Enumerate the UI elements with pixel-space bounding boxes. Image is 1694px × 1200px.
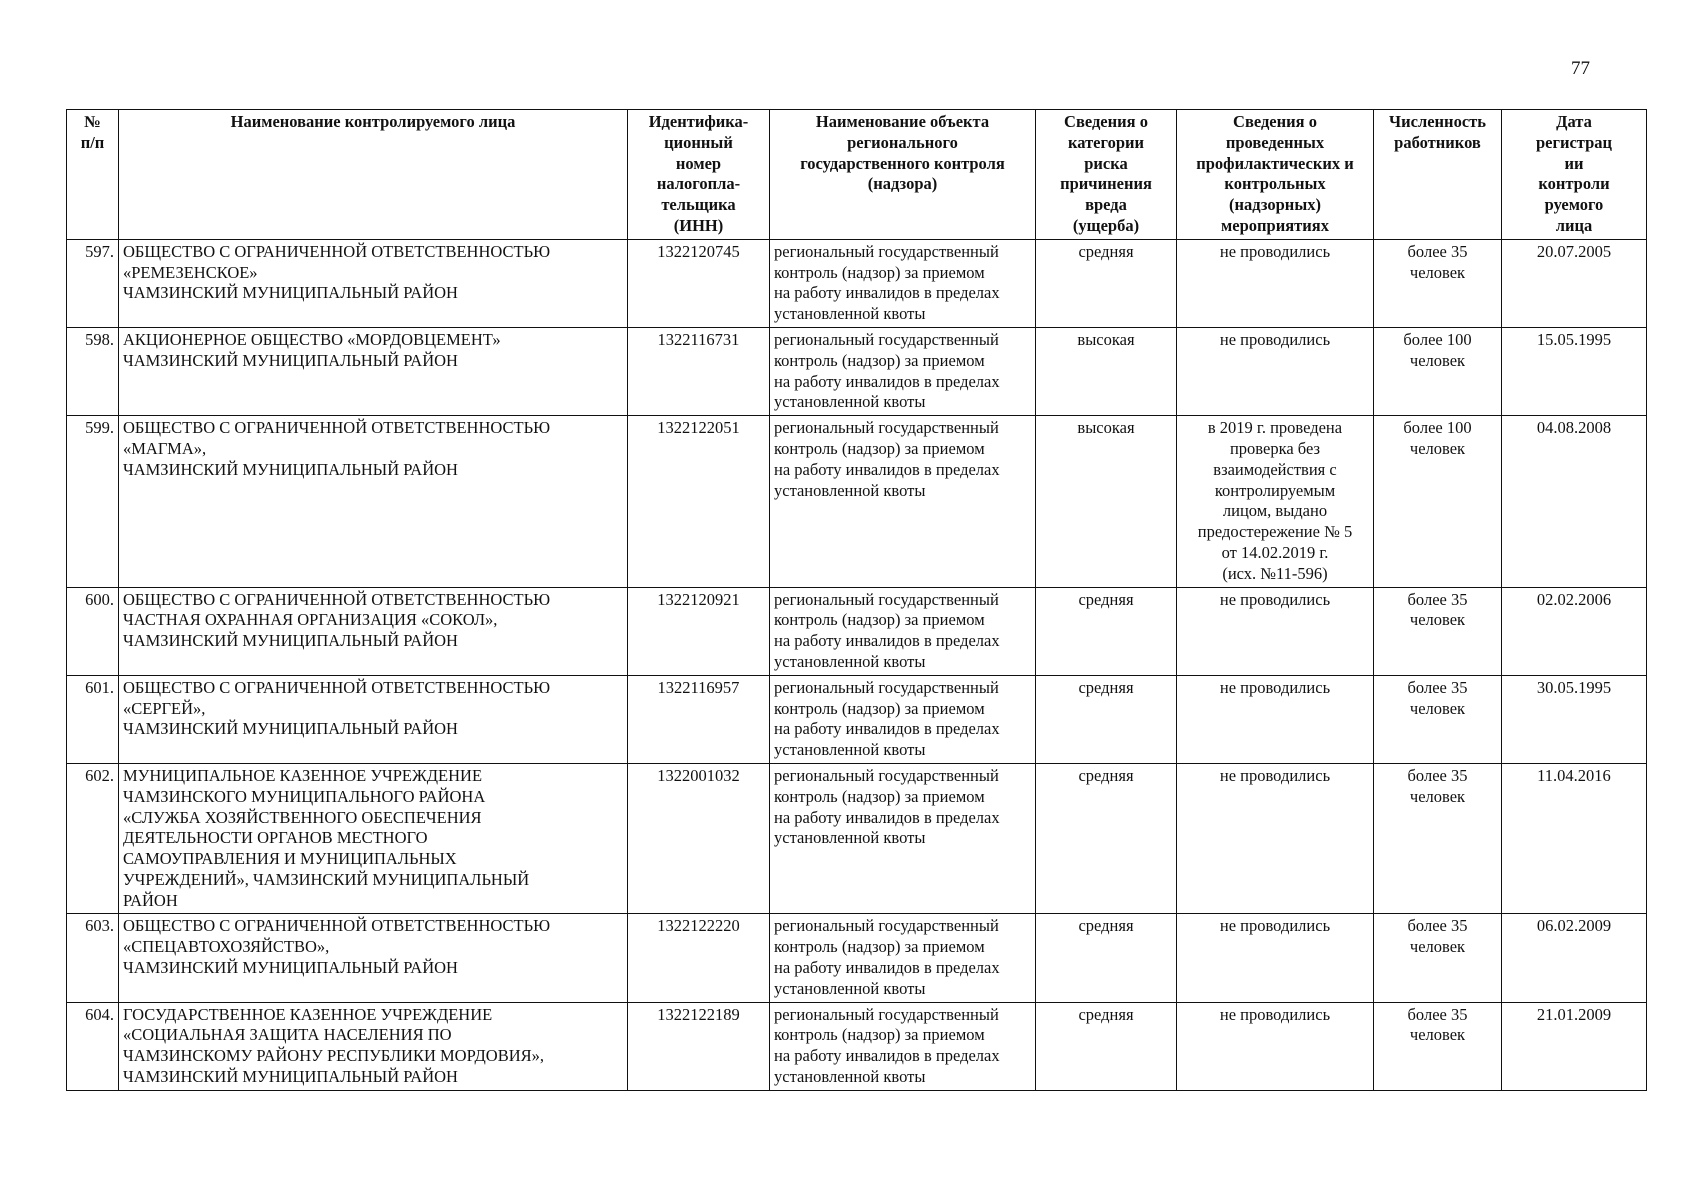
text-line: не проводились <box>1219 916 1331 936</box>
text-line: контрольных <box>1224 174 1326 194</box>
table-row <box>67 239 1647 327</box>
text-line: Численность <box>1389 112 1486 131</box>
text-line: региональный государственный <box>774 418 999 438</box>
text-line: ЧАМЗИНСКИЙ МУНИЦИПАЛЬНЫЙ РАЙОН <box>123 1067 458 1087</box>
text-line: более 35 <box>1407 589 1468 609</box>
text-line: тельщика <box>661 195 736 215</box>
table-row <box>67 587 1647 675</box>
events-info <box>1177 914 1374 1002</box>
text-line: человек <box>1409 698 1466 718</box>
text-line: вреда <box>1085 195 1127 215</box>
text-line: «СПЕЦАВТОХОЗЯЙСТВО», <box>123 937 330 957</box>
text-line: не проводились <box>1219 677 1331 697</box>
text-line: человек <box>1409 262 1466 282</box>
text-line: (исх. №11-596) <box>1222 563 1328 583</box>
text-line: МУНИЦИПАЛЬНОЕ КАЗЕННОЕ УЧРЕЖДЕНИЕ <box>123 765 483 785</box>
risk-category: средняя <box>1036 675 1177 763</box>
text-line: контроль (надзор) за приемом <box>774 350 985 370</box>
table-row <box>67 327 1647 415</box>
text-line: ГОСУДАРСТВЕННОЕ КАЗЕННОЕ УЧРЕЖДЕНИЕ <box>123 1004 493 1024</box>
text-line: САМОУПРАВЛЕНИЯ И МУНИЦИПАЛЬНЫХ <box>123 849 457 869</box>
text-line: налогопла- <box>656 174 741 194</box>
text-line: ЧАМЗИНСКИЙ МУНИЦИПАЛЬНЫЙ РАЙОН <box>123 283 458 303</box>
inn-value: 1322001032 <box>628 763 770 914</box>
events-info <box>1177 763 1374 914</box>
risk-category: средняя <box>1036 239 1177 327</box>
text-line: регистрац <box>1535 132 1613 152</box>
text-line: региональный государственный <box>774 1004 999 1024</box>
control-object <box>770 675 1036 763</box>
text-line: ОБЩЕСТВО С ОГРАНИЧЕННОЙ ОТВЕТСТВЕННОСТЬЮ <box>123 916 551 936</box>
text-line: более 35 <box>1407 1004 1468 1024</box>
text-line: на работу инвалидов в пределах <box>774 631 1000 651</box>
inn-value: 1322120745 <box>628 239 770 327</box>
text-line: ЧАМЗИНСКИЙ МУНИЦИПАЛЬНЫЙ РАЙОН <box>123 719 458 739</box>
text-line: в 2019 г. проведена <box>1207 418 1343 438</box>
text-line: не проводились <box>1219 241 1331 261</box>
risk-category: высокая <box>1036 327 1177 415</box>
text-line: «МАГМА», <box>123 438 207 458</box>
text-line: контролируемым <box>1214 480 1336 500</box>
control-object <box>770 327 1036 415</box>
events-info <box>1177 239 1374 327</box>
text-line: лица <box>1555 215 1593 235</box>
text-line: категории <box>1067 132 1145 152</box>
text-line: установленной квоты <box>774 828 926 848</box>
text-line: проведенных <box>1225 132 1325 152</box>
text-line: региональный государственный <box>774 916 999 936</box>
text-line: «РЕМЕЗЕНСКОЕ» <box>123 262 258 282</box>
text-line: ЧАМЗИНСКОМУ РАЙОНУ РЕСПУБЛИКИ МОРДОВИЯ», <box>123 1046 545 1066</box>
staff-count <box>1374 239 1502 327</box>
text-line: взаимодействия с <box>1213 459 1337 479</box>
header-risk-category <box>1036 110 1177 240</box>
registration-date: 30.05.1995 <box>1502 675 1647 763</box>
inn-value: 1322122189 <box>628 1002 770 1090</box>
registry-table <box>66 109 1647 1091</box>
events-info <box>1177 416 1374 587</box>
header-inn <box>628 110 770 240</box>
inn-value: 1322116957 <box>628 675 770 763</box>
text-line: более 100 <box>1403 329 1472 349</box>
header-number <box>67 110 119 240</box>
text-line: п/п <box>80 132 105 152</box>
text-line: (ущерба) <box>1072 215 1140 235</box>
text-line: ДЕЯТЕЛЬНОСТИ ОРГАНОВ МЕСТНОГО <box>123 828 428 848</box>
text-line: ОБЩЕСТВО С ОГРАНИЧЕННОЙ ОТВЕТСТВЕННОСТЬЮ <box>123 241 551 261</box>
text-line: на работу инвалидов в пределах <box>774 807 1000 827</box>
text-line: Наименование контролируемого лица <box>230 112 516 131</box>
text-line: ЧАМЗИНСКОГО МУНИЦИПАЛЬНОГО РАЙОНА <box>123 786 486 806</box>
text-line: ЧАМЗИНСКИЙ МУНИЦИПАЛЬНЫЙ РАЙОН <box>123 958 458 978</box>
text-line: контроль (надзор) за приемом <box>774 698 985 718</box>
staff-count <box>1374 914 1502 1002</box>
control-object <box>770 914 1036 1002</box>
text-line: установленной квоты <box>774 978 926 998</box>
staff-count <box>1374 587 1502 675</box>
registration-date: 11.04.2016 <box>1502 763 1647 914</box>
text-line: человек <box>1409 1025 1466 1045</box>
text-line: установленной квоты <box>774 740 926 760</box>
events-info <box>1177 327 1374 415</box>
text-line: установленной квоты <box>774 651 926 671</box>
registration-date: 06.02.2009 <box>1502 914 1647 1002</box>
control-object <box>770 1002 1036 1090</box>
control-object <box>770 239 1036 327</box>
header-events <box>1177 110 1374 240</box>
staff-count <box>1374 416 1502 587</box>
staff-count <box>1374 675 1502 763</box>
text-line: профилактических и <box>1196 153 1354 173</box>
text-line: ЧАМЗИНСКИЙ МУНИЦИПАЛЬНЫЙ РАЙОН <box>123 350 458 370</box>
entity-name <box>119 763 628 914</box>
staff-count <box>1374 327 1502 415</box>
inn-value: 1322122220 <box>628 914 770 1002</box>
row-number: 600. <box>67 587 119 675</box>
header-staff-count <box>1374 110 1502 240</box>
control-object <box>770 416 1036 587</box>
registration-date: 04.08.2008 <box>1502 416 1647 587</box>
events-info <box>1177 675 1374 763</box>
text-line: человек <box>1409 350 1466 370</box>
entity-name <box>119 239 628 327</box>
text-line: на работу инвалидов в пределах <box>774 371 1000 391</box>
events-info <box>1177 587 1374 675</box>
staff-count <box>1374 1002 1502 1090</box>
text-line: контроль (надзор) за приемом <box>774 610 985 630</box>
text-line: региональный государственный <box>774 589 999 609</box>
entity-name <box>119 1002 628 1090</box>
text-line: установленной квоты <box>774 304 926 324</box>
entity-name <box>119 675 628 763</box>
header-entity-name <box>119 110 628 240</box>
risk-category: средняя <box>1036 763 1177 914</box>
table-row <box>67 1002 1647 1090</box>
text-line: контроль (надзор) за приемом <box>774 262 985 282</box>
text-line: на работу инвалидов в пределах <box>774 958 1000 978</box>
staff-count <box>1374 763 1502 914</box>
text-line: ЧАСТНАЯ ОХРАННАЯ ОРГАНИЗАЦИЯ «СОКОЛ», <box>123 610 498 630</box>
text-line: человек <box>1409 610 1466 630</box>
text-line: (надзора) <box>867 174 938 194</box>
text-line: работников <box>1394 132 1481 152</box>
table-row <box>67 914 1647 1002</box>
text-line: (ИНН) <box>673 215 724 235</box>
text-line: региональный государственный <box>774 241 999 261</box>
text-line: Сведения о <box>1064 112 1148 131</box>
registration-date: 15.05.1995 <box>1502 327 1647 415</box>
text-line: более 35 <box>1407 916 1468 936</box>
text-line: № <box>84 112 101 131</box>
text-line: «СОЦИАЛЬНАЯ ЗАЩИТА НАСЕЛЕНИЯ ПО <box>123 1025 452 1045</box>
row-number: 599. <box>67 416 119 587</box>
text-line: Сведения о <box>1233 112 1317 131</box>
risk-category: средняя <box>1036 587 1177 675</box>
header-control-object <box>770 110 1036 240</box>
text-line: проверка без <box>1229 438 1321 458</box>
table-row <box>67 763 1647 914</box>
text-line: ОБЩЕСТВО С ОГРАНИЧЕННОЙ ОТВЕТСТВЕННОСТЬЮ <box>123 418 551 438</box>
inn-value: 1322122051 <box>628 416 770 587</box>
text-line: контроль (надзор) за приемом <box>774 438 985 458</box>
text-line: не проводились <box>1219 329 1331 349</box>
table-header-row <box>67 110 1647 240</box>
text-line: контроль (надзор) за приемом <box>774 937 985 957</box>
text-line: региональный государственный <box>774 329 999 349</box>
text-line: Идентифика- <box>648 112 749 131</box>
text-line: контроли <box>1538 174 1610 194</box>
text-line: на работу инвалидов в пределах <box>774 719 1000 739</box>
text-line: установленной квоты <box>774 480 926 500</box>
text-line: не проводились <box>1219 589 1331 609</box>
text-line: на работу инвалидов в пределах <box>774 459 1000 479</box>
row-number: 597. <box>67 239 119 327</box>
events-info <box>1177 1002 1374 1090</box>
page-number: 77 <box>1571 58 1590 79</box>
text-line: предостережение № 5 <box>1197 522 1353 542</box>
registration-date: 02.02.2006 <box>1502 587 1647 675</box>
text-line: мероприятиях <box>1221 215 1329 235</box>
inn-value: 1322116731 <box>628 327 770 415</box>
row-number: 601. <box>67 675 119 763</box>
text-line: на работу инвалидов в пределах <box>774 283 1000 303</box>
inn-value: 1322120921 <box>628 587 770 675</box>
text-line: номер <box>675 153 722 173</box>
text-line: ии <box>1564 153 1584 173</box>
text-line: АКЦИОНЕРНОЕ ОБЩЕСТВО «МОРДОВЦЕМЕНТ» <box>123 329 501 349</box>
text-line: более 35 <box>1407 765 1468 785</box>
control-object <box>770 763 1036 914</box>
text-line: контроль (надзор) за приемом <box>774 1025 985 1045</box>
text-line: риска <box>1084 153 1128 173</box>
text-line: от 14.02.2019 г. <box>1221 542 1329 562</box>
text-line: контроль (надзор) за приемом <box>774 786 985 806</box>
text-line: ОБЩЕСТВО С ОГРАНИЧЕННОЙ ОТВЕТСТВЕННОСТЬЮ <box>123 677 551 697</box>
text-line: более 35 <box>1407 241 1468 261</box>
text-line: руемого <box>1544 195 1604 215</box>
table-row <box>67 416 1647 587</box>
text-line: человек <box>1409 438 1466 458</box>
text-line: Дата <box>1556 112 1592 131</box>
text-line: человек <box>1409 786 1466 806</box>
table-row <box>67 675 1647 763</box>
text-line: ОБЩЕСТВО С ОГРАНИЧЕННОЙ ОТВЕТСТВЕННОСТЬЮ <box>123 589 551 609</box>
row-number: 604. <box>67 1002 119 1090</box>
text-line: причинения <box>1060 174 1152 194</box>
text-line: РАЙОН <box>123 890 178 910</box>
text-line: лицом, выдано <box>1222 501 1328 521</box>
text-line: (надзорных) <box>1229 195 1321 215</box>
text-line: «СЕРГЕЙ», <box>123 698 206 718</box>
row-number: 598. <box>67 327 119 415</box>
text-line: Наименование объекта <box>815 112 990 131</box>
entity-name <box>119 327 628 415</box>
entity-name <box>119 416 628 587</box>
text-line: УЧРЕЖДЕНИЙ», ЧАМЗИНСКИЙ МУНИЦИПАЛЬНЫЙ <box>123 869 530 889</box>
text-line: не проводились <box>1219 765 1331 785</box>
entity-name <box>119 587 628 675</box>
risk-category: средняя <box>1036 914 1177 1002</box>
text-line: не проводились <box>1219 1004 1331 1024</box>
entity-name <box>119 914 628 1002</box>
registration-date: 20.07.2005 <box>1502 239 1647 327</box>
control-object <box>770 587 1036 675</box>
risk-category: средняя <box>1036 1002 1177 1090</box>
row-number: 603. <box>67 914 119 1002</box>
text-line: более 100 <box>1403 418 1472 438</box>
row-number: 602. <box>67 763 119 914</box>
registration-date: 21.01.2009 <box>1502 1002 1647 1090</box>
text-line: ЧАМЗИНСКИЙ МУНИЦИПАЛЬНЫЙ РАЙОН <box>123 631 458 651</box>
text-line: государственного контроля <box>800 153 1005 173</box>
text-line: установленной квоты <box>774 1067 926 1087</box>
text-line: «СЛУЖБА ХОЗЯЙСТВЕННОГО ОБЕСПЕЧЕНИЯ <box>123 807 482 827</box>
text-line: ЧАМЗИНСКИЙ МУНИЦИПАЛЬНЫЙ РАЙОН <box>123 459 458 479</box>
text-line: человек <box>1409 937 1466 957</box>
text-line: ционный <box>664 132 733 152</box>
text-line: регионального <box>847 132 958 152</box>
text-line: более 35 <box>1407 677 1468 697</box>
text-line: региональный государственный <box>774 765 999 785</box>
header-registration-date <box>1502 110 1647 240</box>
text-line: установленной квоты <box>774 392 926 412</box>
text-line: региональный государственный <box>774 677 999 697</box>
text-line: на работу инвалидов в пределах <box>774 1046 1000 1066</box>
table-body <box>67 239 1647 1090</box>
risk-category: высокая <box>1036 416 1177 587</box>
